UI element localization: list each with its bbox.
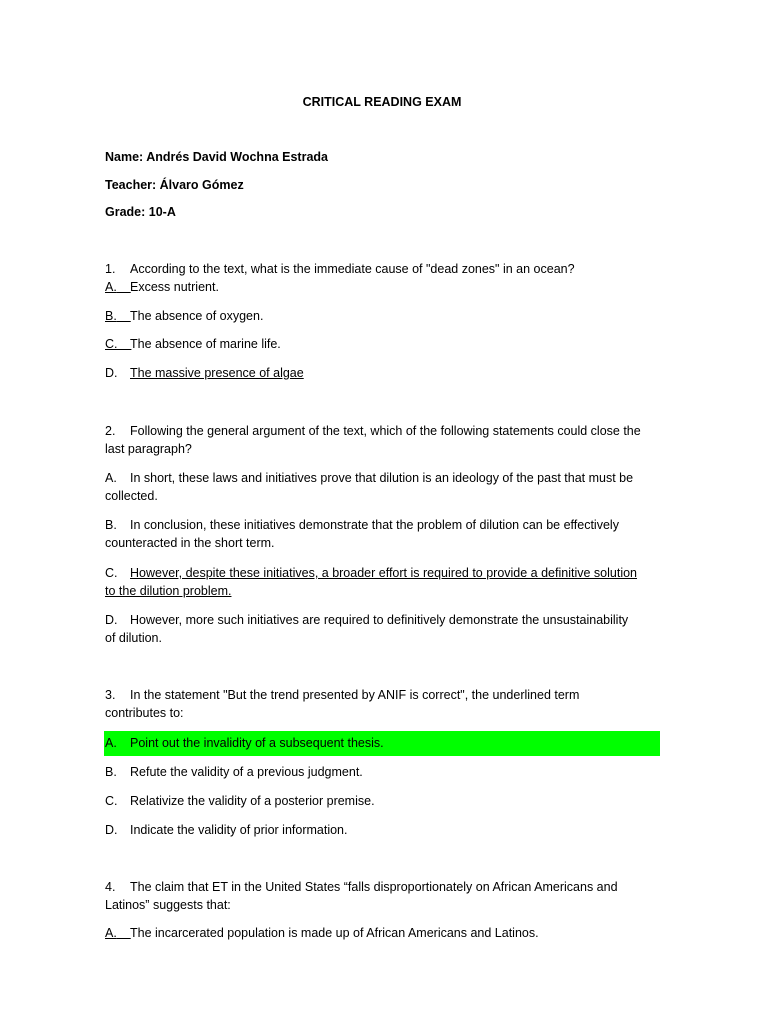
option-letter: C. [105,794,118,808]
exam-title: CRITICAL READING EXAM [302,95,462,109]
q2-option-c[interactable] [105,564,665,600]
question-number: 2. [105,424,116,438]
option-text-cont: counteracted in the short term. [105,536,275,550]
option-text: Refute the validity of a previous judgment. [130,765,363,779]
option-letter: B. [105,518,117,532]
option-text: Indicate the validity of prior information. [130,823,348,837]
option-text-cont: collected. [105,489,158,503]
option-letter: B. [105,309,117,323]
option-text: The absence of marine life. [130,337,281,351]
student-name: Name: Andrés David Wochna Estrada [105,150,328,164]
question-text-cont: contributes to: [105,706,184,720]
option-letter: D. [105,823,118,837]
option-text: The massive presence of algae [130,366,304,380]
option-text: However, despite these initiatives, a broader effort is required to provide a definitive solution [130,566,638,580]
option-text: Point out the invalidity of a subsequent thesis. [130,736,384,750]
option-letter: D. [105,613,118,627]
question-number: 1. [105,262,116,276]
q4-option-a[interactable] [105,924,665,942]
question-number: 3. [105,688,116,702]
q1-option-a[interactable] [105,278,665,296]
option-letter: C. [105,566,118,580]
teacher-name: Teacher: Álvaro Gómez [105,178,244,192]
option-text-cont: of dilution. [105,631,162,645]
question-2 [105,422,665,458]
option-text: However, more such initiatives are required to definitively demonstrate the unsustainability [130,613,629,627]
question-text: Following the general argument of the text, which of the following statements could close the [130,424,641,438]
option-letter: B. [105,765,117,779]
question-number: 4. [105,880,116,894]
question-1 [105,260,665,278]
option-text: Relativize the validity of a posterior premise. [130,794,375,808]
option-letter: C. [105,337,118,351]
question-text-cont: Latinos” suggests that: [105,898,231,912]
q1-option-d[interactable] [105,364,665,382]
q3-option-d[interactable] [105,821,665,839]
option-letter: D. [105,366,118,380]
question-text-cont: last paragraph? [105,442,192,456]
question-4 [105,878,665,914]
option-text: In short, these laws and initiatives prove that dilution is an ideology of the past that must be [130,471,634,485]
q3-option-c[interactable] [105,792,665,810]
option-text-cont: to the dilution problem. [105,584,232,598]
option-text: Excess nutrient. [130,280,219,294]
q1-option-c[interactable] [105,335,665,353]
option-letter: A. [105,280,117,294]
question-text: The claim that ET in the United States “falls disproportionately on African Americans and [130,880,618,894]
question-text: In the statement "But the trend presented by ANIF is correct", the underlined term [130,688,580,702]
question-3 [105,686,665,722]
option-letter: A. [105,926,117,940]
option-text: The incarcerated population is made up of African Americans and Latinos. [130,926,539,940]
option-text: The absence of oxygen. [130,309,264,323]
grade: Grade: 10-A [105,205,176,219]
q2-option-b[interactable] [105,516,665,552]
question-text: According to the text, what is the immediate cause of "dead zones" in an ocean? [130,262,575,276]
option-letter: A. [105,736,117,750]
q1-option-b[interactable] [105,307,665,325]
option-letter: A. [105,471,117,485]
q3-option-a[interactable] [105,734,665,752]
q2-option-d[interactable] [105,611,665,647]
option-text: In conclusion, these initiatives demonstrate that the problem of dilution can be effectively [130,518,619,532]
q3-option-b[interactable] [105,763,665,781]
q2-option-a[interactable] [105,469,665,505]
